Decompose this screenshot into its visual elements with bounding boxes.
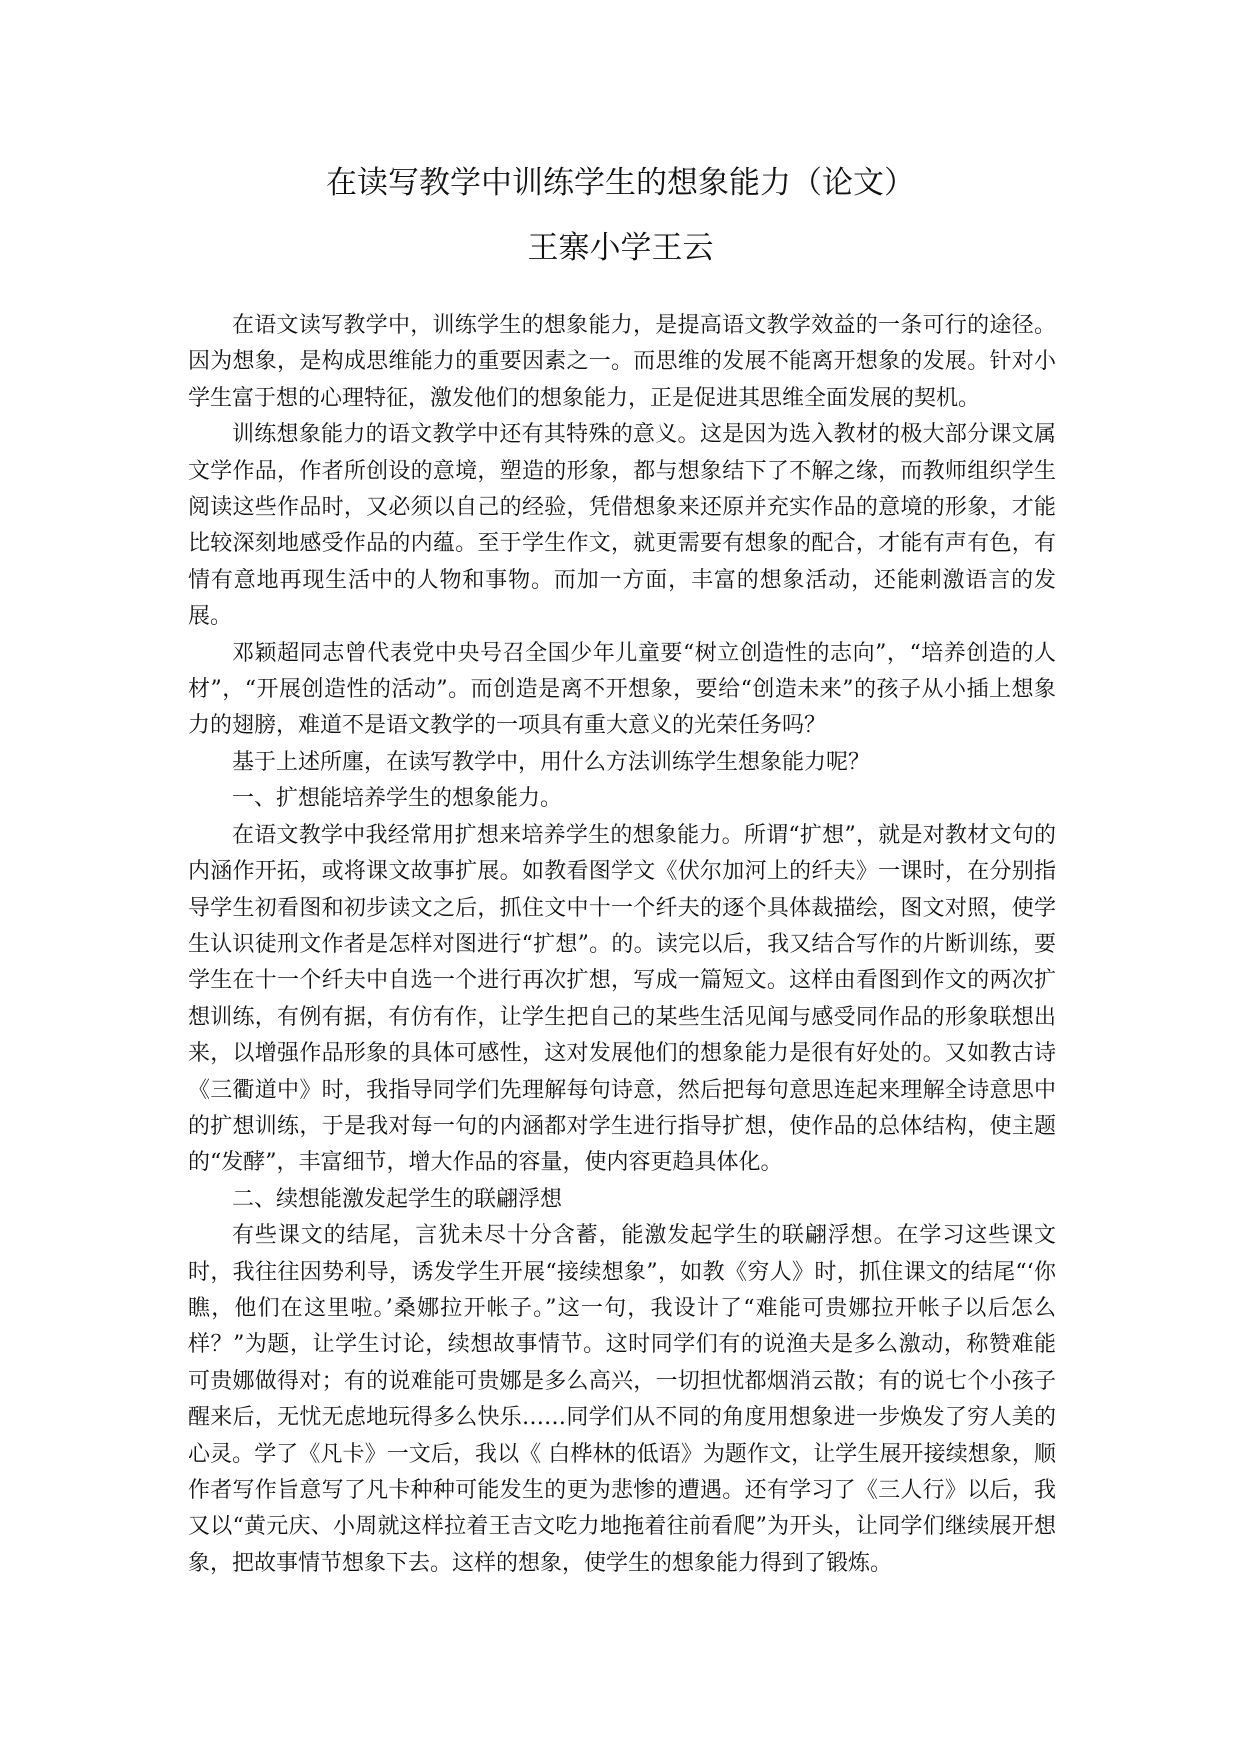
paragraph-significance: 训练想象能力的语文教学中还有其特殊的意义。这是因为选入教材的极大部分课文属文学作品，作者所创设的意境，塑造的形象，都与想象结下了不解之缘，而教师组织学生阅读这些作品时，又必须以自己的经验，凭借想象来还原并充实作品的意境的形象，才能比较深刻地感受作品的内蕴。至于学生作文，就更需要有想象的配合，才能有声有色，有情有意地再现生活中的人物和事物。而加一方面，丰富的想象活动，还能刺激语言的发展。 bbox=[188, 422, 1056, 630]
paragraph-continuation: 有些课文的结尾，言犹未尽十分含蓄，能激发起学生的联翩浮想。在学习这些课文时，我往往因势利导，诱发学生开展“接续想象”，如教《穷人》时，抓住课文的结尾“‘你瞧，他们在这里啦。’桑娜拉开帐子。”这一句，我设计了“难能可贵娜拉开帐子以后怎么样？”为题，让学生讨论，续想故事情节。这时同学们有的说渔夫是多么激动，称赞难能可贵娜做得对；有的说难能可贵娜是多么高兴，一切担忧都烟消云散；有的说七个小孩子醒来后，无忧无虑地玩得多么快乐……同学们从不同的角度用想象进一步焕发了穷人美的心灵。学了《凡卡》一文后，我以《 白桦林的低语》为题作文，让学生展开接续想象，顺作者写作旨意写了凡卡种种可能发生的更为悲惨的遭遇。还有学习了《三人行》以后，我又以“黄元庆、小周就这样拉着王吉文吃力地拖着往前看爬”为开头，让同学们继续展开想象，把故事情节想象下去。这样的想象，使学生的想象能力得到了锻炼。 bbox=[188, 1223, 1056, 1576]
paragraph-question: 基于上述所廛，在读写教学中，用什么方法训练学生想象能力呢？ bbox=[232, 749, 871, 775]
paragraph-intro: 在语文读写教学中，训练学生的想象能力，是提高语文教学效益的一条可行的途径。因为想象，是构成思维能力的重要因素之一。而思维的发展不能离开想象的发展。针对小学生富于想的心理特征，激发他们的想象能力，正是促进其思维全面发展的契机。 bbox=[188, 313, 1056, 411]
document-author: 王寨小学王云 bbox=[527, 230, 714, 266]
section-heading-expansion: 一、扩想能培养学生的想象能力。 bbox=[232, 786, 563, 812]
paragraph-expansion: 在语文教学中我经常用扩想来培养学生的想象能力。所谓“扩想”，就是对教材文句的内涵作开拓，或将课文故事扩展。如教看图学文《伏尔加河上的纤夫》一课时，在分别指导学生初看图和初步读文之后，抓住文中十一个纤夫的逐个具体裁描绘，图文对照，使学生认识徒刑文作者是怎样对图进行“扩想”。的。读完以后，我又结合写作的片断训练，要学生在十一个纤夫中自选一个进行再次扩想，写成一篇短文。这样由看图到作文的两次扩想训练，有例有据，有仿有作，让学生把自己的某些生活见闻与感受同作品的形象联想出来，以增强作品形象的具体可感性，这对发展他们的想象能力是很有好处的。又如教古诗《三衢道中》时，我指导同学们先理解每句诗意，然后把每句意思连起来理解全诗意思中的扩想训练，于是我对每一句的内涵都对学生进行指导扩想，使作品的总体结构，使主题的“发酵”，丰富细节，增大作品的容量，使内容更趋具体化。 bbox=[188, 822, 1056, 1176]
paragraph-creativity: 邓颖超同志曾代表党中央号召全国少年儿童要“树立创造性的志向”，“培养创造的人材”，“开展创造性的活动”。而创造是离不开想象，要给“创造未来”的孩子从小插上想象力的翅膀，难道不是语文教学的一项具有重大意义的光荣任务吗？ bbox=[188, 640, 1056, 739]
section-heading-continuation: 二、续想能激发起学生的联翩浮想 bbox=[232, 1186, 563, 1212]
document-title: 在读写教学中训练学生的想象能力（论文） bbox=[326, 165, 915, 201]
document-body bbox=[188, 308, 1056, 1582]
